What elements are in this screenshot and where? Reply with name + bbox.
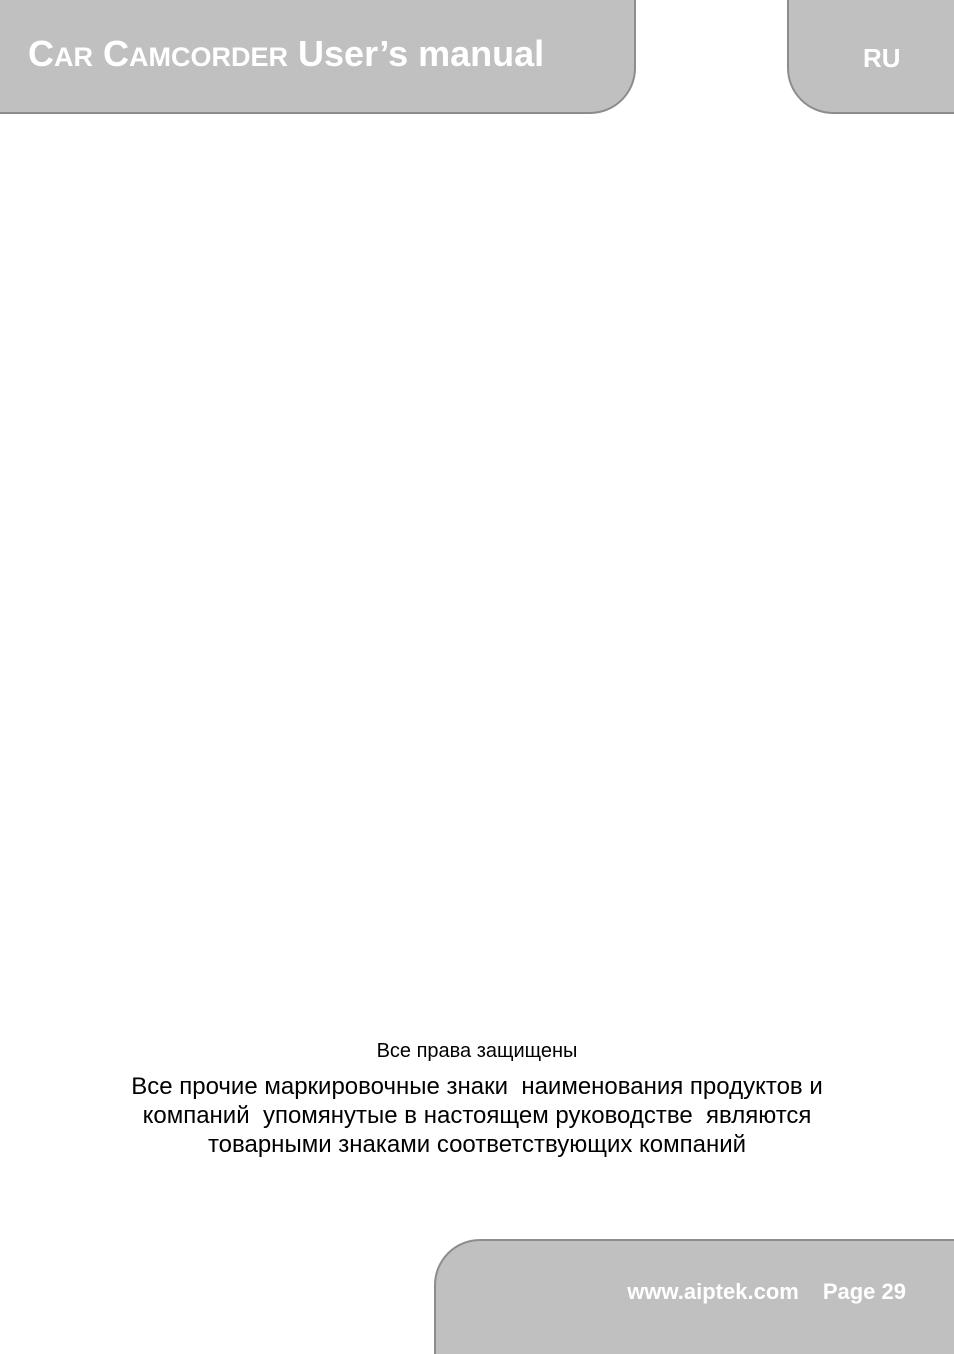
title-rest-car: AR <box>54 42 93 72</box>
footer-tab <box>434 1239 954 1354</box>
language-code: RU <box>863 43 901 73</box>
trademark-line: товарными знаками соответствующих компаний <box>207 1131 747 1158</box>
title-initial-car: C <box>28 33 54 74</box>
language-tab <box>787 0 954 114</box>
header-tab <box>0 0 636 114</box>
manual-title <box>28 34 544 77</box>
title-rest-camcorder: AMCORDER <box>129 42 289 72</box>
footer-info <box>627 1279 906 1305</box>
website-link: www.aiptek.com <box>627 1279 799 1304</box>
trademark-line: Все прочие маркировочные знаки наименования продуктов и <box>131 1073 823 1100</box>
title-initial-camcorder: C <box>103 33 130 74</box>
rights-reserved-text: Все права защищены <box>376 1040 578 1062</box>
trademark-line: компаний упомянутые в настоящем руководстве являются <box>142 1102 812 1129</box>
title-users-manual: User’s manual <box>298 33 545 74</box>
trademark-notice <box>80 1072 874 1159</box>
page-number: Page 29 <box>822 1279 906 1304</box>
